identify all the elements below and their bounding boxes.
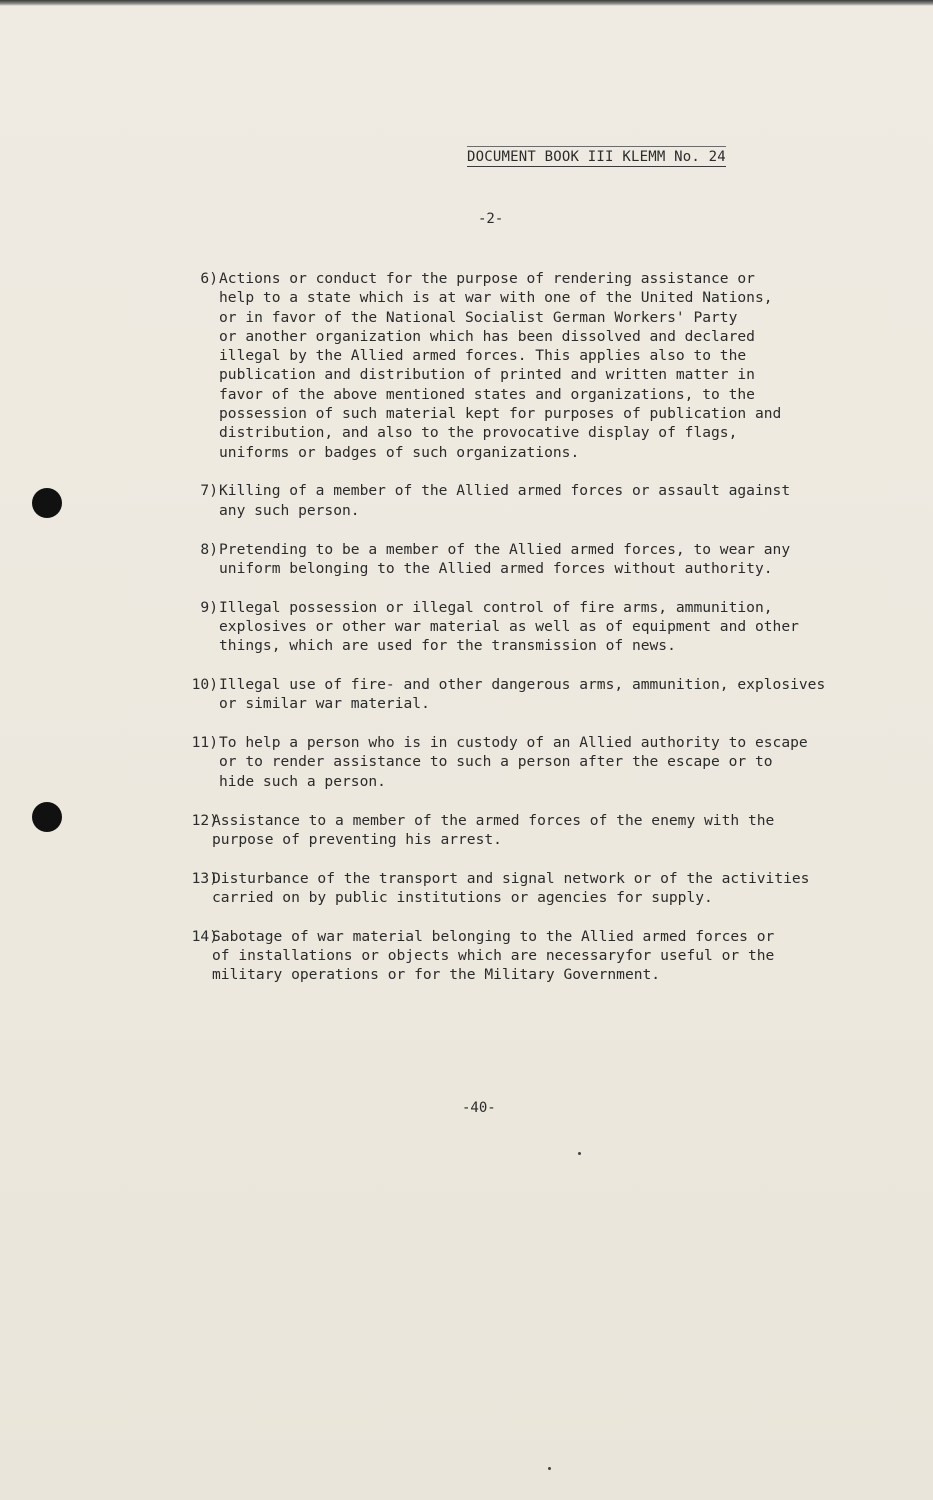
punch-hole xyxy=(32,802,62,832)
punch-hole xyxy=(32,488,62,518)
list-item xyxy=(180,481,900,520)
page-number: -40- xyxy=(462,1100,496,1116)
item-number: 10) xyxy=(191,676,218,694)
item-text: Illegal possession or illegal control of fire arms, ammunition, explosives or other war material as well as of equipment and other things, which are used for the transmission of news. xyxy=(219,598,799,655)
item-number: 9) xyxy=(200,598,218,616)
item-text: Illegal use of fire- and other dangerous arms, ammunition, explosives or similar war material. xyxy=(219,676,826,713)
item-number: 7) xyxy=(200,482,218,500)
item-text: Disturbance of the transport and signal network or of the activities carried on by public institutions or agencies for supply. xyxy=(212,869,810,906)
section-page-marker: -2- xyxy=(478,211,504,227)
list-item xyxy=(180,733,900,791)
provisions-list xyxy=(180,269,900,1004)
item-text: To help a person who is in custody of an Allied authority to escape or to render assistance to such a person after the escape or to hide such a person. xyxy=(219,734,808,790)
item-number: 12) xyxy=(191,811,218,829)
ink-speck xyxy=(578,1152,581,1155)
item-text: Pretending to be a member of the Allied armed forces, to wear any uniform belonging to the Allied armed forces without authority. xyxy=(219,540,791,577)
document-header: DOCUMENT BOOK III KLEMM No. 24 xyxy=(467,146,726,167)
item-number: 14) xyxy=(191,927,218,945)
list-item xyxy=(180,811,900,850)
item-number: 8) xyxy=(200,540,218,558)
item-number: 6) xyxy=(200,270,218,287)
item-text: Sabotage of war material belonging to the Allied armed forces or of installations or objects which are necessaryfor useful or the military operations or for the Military Government. xyxy=(212,927,775,984)
item-text: Actions or conduct for the purpose of rendering assistance or help to a state which is at war with one of the United Nations, or in favor of the National Socialist German Workers' Party or another organization which has been dissolved and declared illegal by the Allied armed forces. This applies also to the publication and distribution of printed and written matter in favor of the above mentioned states and organizations, to the possession of such material kept for purposes of publication and distribution, and also to the provocative display of flags, uniforms or badges of such organizations. xyxy=(219,270,782,461)
list-item xyxy=(180,927,900,985)
ink-speck xyxy=(548,1467,551,1470)
item-number: 13) xyxy=(191,869,218,887)
item-number: 11) xyxy=(191,734,218,752)
list-item xyxy=(180,540,900,579)
list-item xyxy=(180,675,900,714)
list-item xyxy=(180,598,900,656)
list-item xyxy=(180,869,900,908)
list-item xyxy=(180,269,900,462)
item-text: Assistance to a member of the armed forces of the enemy with the purpose of preventing his arrest. xyxy=(212,811,775,848)
page-top-edge xyxy=(0,0,933,6)
item-text: Killing of a member of the Allied armed forces or assault against any such person. xyxy=(219,482,791,519)
